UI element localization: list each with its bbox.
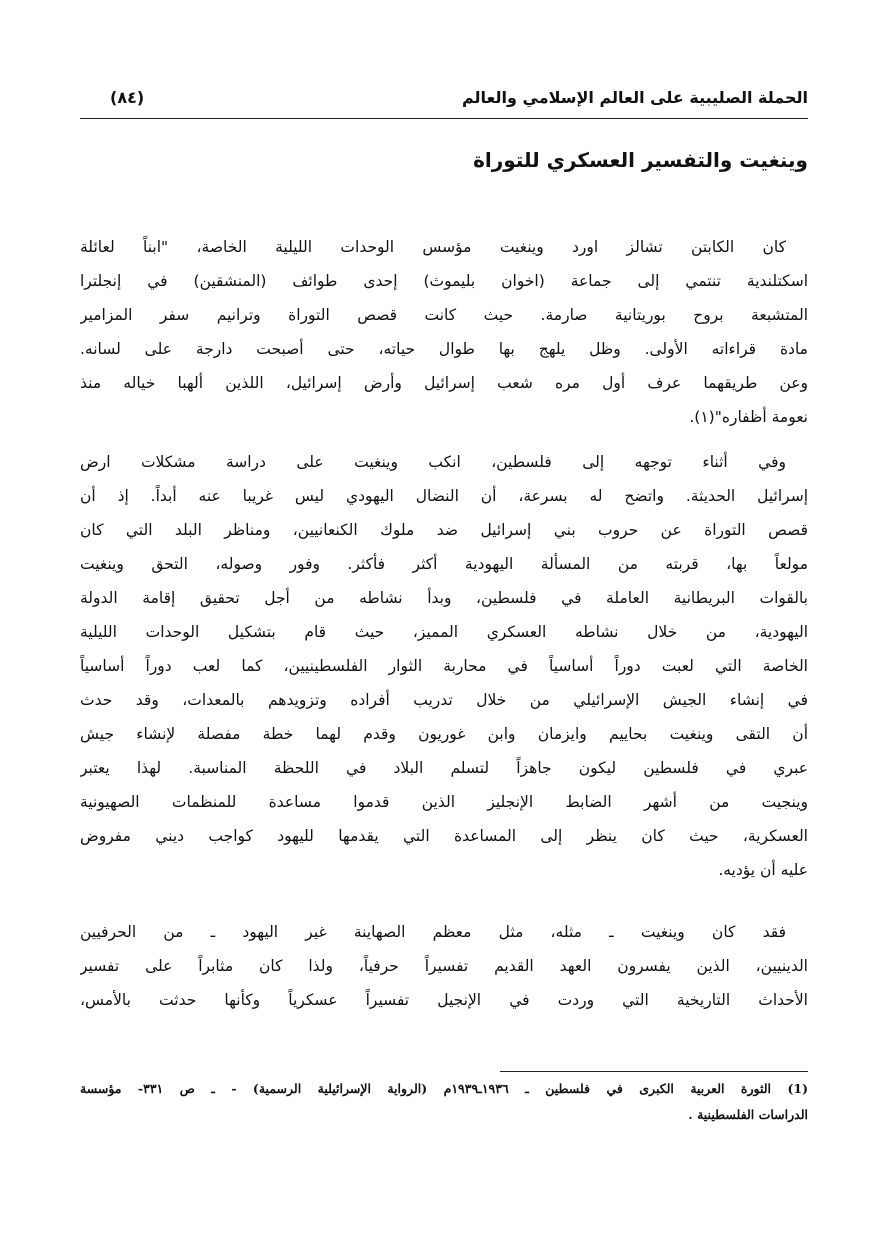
- text-line: الدينيين، الذين يفسرون العهد القديم تفسيراً حرفياً، ولذا كان مثابراً على تفسير: [80, 957, 808, 975]
- text-line: في إنشاء الجيش الإسرائيلي من خلال تدريب أفراده وتزويدهم بالمعدات، وقد حدث: [80, 691, 808, 709]
- book-title: الحملة الصليبية على العالم الإسلامي والعالم: [461, 88, 808, 107]
- section-heading: وينغيت والتفسير العسكري للتوراة: [473, 148, 808, 172]
- footnote-line: (1) الثورة العربية الكبرى في فلسطين ـ ١٩٣٦ـ١٩٣٩م (الرواية الإسرائيلية الرسمية) - ـ ص ٣٣١- مؤسسة: [80, 1081, 808, 1096]
- text-line: عليه أن يؤديه.: [718, 861, 808, 879]
- text-line: نعومة أظفاره"(١).: [689, 408, 808, 426]
- footnote-separator: [500, 1071, 808, 1072]
- text-line: كان الكابتن تشالز اورد وينغيت مؤسس الوحدات الليلية الخاصة، "ابناً لعائلة: [80, 238, 786, 256]
- paragraph-3: [80, 915, 808, 1017]
- text-line: أن التقى وينغيت بحاييم وايزمان وابن غوريون وقدم لهما خطة مفصلة لإنشاء جيش: [80, 725, 808, 743]
- text-line: العسكرية، حيث كان ينظر إلى المساعدة التي يقدمها لليهود كواجب ديني مفروض: [80, 827, 808, 845]
- text-line: الأحداث التاريخية التي وردت في الإنجيل تفسيراً عسكرياً وكأنها حدثت بالأمس،: [80, 991, 808, 1009]
- paragraph-2: [80, 445, 808, 887]
- text-line: المتشبعة بروح بوريتانية صارمة. حيث كانت قصص التوراة وترانيم سفر المزامير: [80, 306, 808, 324]
- text-line: قصص التوراة عن حروب بني إسرائيل ضد ملوك الكنعانيين، ومناظر البلد التي كان: [80, 521, 808, 539]
- text-line: عبري في فلسطين ليكون جاهزاً لتسلم البلاد في اللحظة المناسبة. لهذا يعتبر: [80, 759, 808, 777]
- running-header: [80, 86, 808, 119]
- text-line: مادة قراءاته الأولى. وظل يلهج بها طوال حياته، حتى أصبحت دارجة على لسانه.: [80, 340, 808, 358]
- page-number: (٨٤): [110, 88, 145, 107]
- text-line: فقد كان وينغيت ـ مثله، مثل معظم الصهاينة غير اليهود ـ من الحرفيين: [80, 923, 786, 941]
- text-line: إسرائيل الحديثة. واتضح له بسرعة، أن النضال اليهودي ليس غريبا عنه أبداً. إذ أن: [80, 487, 808, 505]
- footnote: [80, 1076, 808, 1128]
- text-line: وينجيت من أشهر الضابط الإنجليز الذين قدموا مساعدة للمنظمات الصهيونية: [80, 793, 808, 811]
- text-line: اليهودية، من خلال نشاطه العسكري المميز، حيث قام بتشكيل الوحدات الليلية: [80, 623, 808, 641]
- text-line: الخاصة التي لعبت دوراً أساسياً في محاربة الثوار الفلسطينيين، كما لعب دوراً أساسياً: [80, 657, 808, 675]
- text-line: اسكتلندية تنتمي إلى جماعة (اخوان بليموث) إحدى طوائف (المنشقين) في إنجلترا: [80, 272, 808, 290]
- text-line: مولعاً بها، قربته من المسألة اليهودية أكثر فأكثر. وفور وصوله، التحق وينغيت: [80, 555, 808, 573]
- footnote-line: الدراسات الفلسطينية .: [688, 1107, 808, 1122]
- paragraph-1: [80, 230, 808, 434]
- text-line: وفي أثناء توجهه إلى فلسطين، انكب وينغيت على دراسة مشكلات ارض: [80, 453, 786, 471]
- text-line: وعن طريقهما عرف أول مره شعب إسرائيل وأرض إسرائيل، اللذين ألهبا خياله منذ: [80, 374, 808, 392]
- text-line: بالقوات البريطانية العاملة في فلسطين، وبدأ نشاطه من أجل تحقيق إقامة الدولة: [80, 589, 808, 607]
